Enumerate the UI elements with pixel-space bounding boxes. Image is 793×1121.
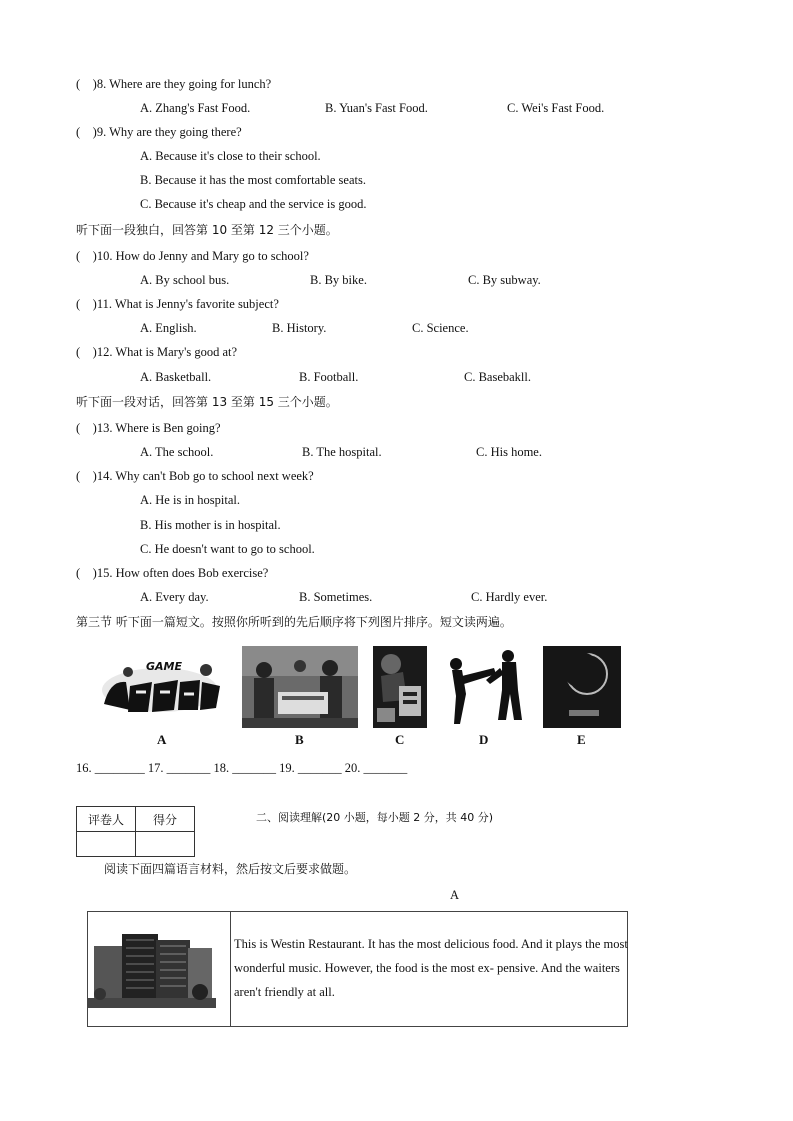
picture-d-label: D [479, 732, 489, 747]
q9-option-b: B. Because it has the most comfortable seats. [140, 173, 366, 187]
q14-option-c: C. He doesn't want to go to school. [140, 542, 315, 556]
q13-option-c: C. His home. [476, 445, 542, 459]
q10-option-a: A. By school bus. [140, 273, 230, 287]
q13-option-b: B. The hospital. [302, 445, 382, 459]
picture-c-poster [373, 646, 427, 728]
q10-option-c: C. By subway. [468, 273, 541, 287]
part3-instruction: 第三节 听下面一篇短文。按照你所听到的先后顺序将下列图片排序。短文读两遍。 [76, 615, 512, 629]
picture-a-game-logo [100, 652, 222, 722]
q14-option-a: A. He is in hospital. [140, 493, 240, 507]
passage-label-a: A [450, 888, 460, 902]
section-heading-13-15: 听下面一段对话，回答第 13 至第 15 三个小题。 [76, 395, 338, 409]
q8-option-b: B. Yuan's Fast Food. [325, 101, 428, 115]
q12-option-b: B. Football. [299, 370, 359, 384]
q14-option-b: B. His mother is in hospital. [140, 518, 281, 532]
question-10: ( )10. How do Jenny and Mary go to school? [76, 249, 309, 263]
restaurant-description: This is Westin Restaurant. It has the most delicious food. And it plays the most wonderful music. However, the food is the most ex- pensive. And the waiters aren't friendly at all. [234, 937, 628, 999]
q15-option-b: B. Sometimes. [299, 590, 373, 604]
reading-section-title: 二、阅读理解(20 小题，每小题 2 分，共 40 分) [256, 811, 494, 824]
q9-option-a: A. Because it's close to their school. [140, 149, 321, 163]
question-8: ( )8. Where are they going for lunch? [76, 77, 272, 91]
q11-option-c: C. Science. [412, 321, 469, 335]
q8-option-a: A. Zhang's Fast Food. [140, 101, 251, 115]
q11-option-b: B. History. [272, 321, 327, 335]
question-13: ( )13. Where is Ben going? [76, 421, 221, 435]
picture-e-label: E [577, 732, 586, 747]
section-heading-10-12: 听下面一段独白，回答第 10 至第 12 三个小题。 [76, 223, 338, 237]
q12-option-a: A. Basketball. [140, 370, 212, 384]
reviewer-cell[interactable] [77, 832, 136, 857]
q15-option-c: C. Hardly ever. [471, 590, 548, 604]
answer-blanks-16-20: 16. ________ 17. _______ 18. _______ 19. _______ 20. _______ [76, 761, 408, 775]
q8-option-c: C. Wei's Fast Food. [507, 101, 605, 115]
picture-d-martial-arts-silhouette [442, 646, 528, 728]
q11-option-a: A. English. [140, 321, 197, 335]
score-cell[interactable] [136, 832, 195, 857]
question-11: ( )11. What is Jenny's favorite subject? [76, 297, 279, 311]
q12-option-c: C. Basebakll. [464, 370, 532, 384]
q10-option-b: B. By bike. [310, 273, 367, 287]
question-9: ( )9. Why are they going there? [76, 125, 242, 139]
picture-c-label: C [395, 732, 405, 747]
picture-b-meeting-photo [242, 646, 358, 728]
reviewer-header: 评卷人 [77, 807, 136, 832]
picture-a-label: A [157, 732, 167, 747]
restaurant-building-photo [88, 926, 216, 1008]
question-12: ( )12. What is Mary's good at? [76, 345, 238, 359]
question-14: ( )14. Why can't Bob go to school next week? [76, 469, 314, 483]
picture-b-label: B [295, 732, 304, 747]
q15-option-a: A. Every day. [140, 590, 209, 604]
q13-option-a: A. The school. [140, 445, 214, 459]
question-15: ( )15. How often does Bob exercise? [76, 566, 269, 580]
restaurant-info-box [87, 911, 628, 1027]
score-table [76, 806, 195, 857]
reading-instruction: 阅读下面四篇语言材料，然后按文后要求做题。 [104, 862, 357, 876]
game-logo-small-text: GAME [146, 660, 183, 673]
score-header: 得分 [136, 807, 195, 832]
restaurant-box-divider [230, 912, 231, 1026]
q9-option-c: C. Because it's cheap and the service is good. [140, 197, 367, 211]
picture-e-moon-poster [543, 646, 621, 728]
